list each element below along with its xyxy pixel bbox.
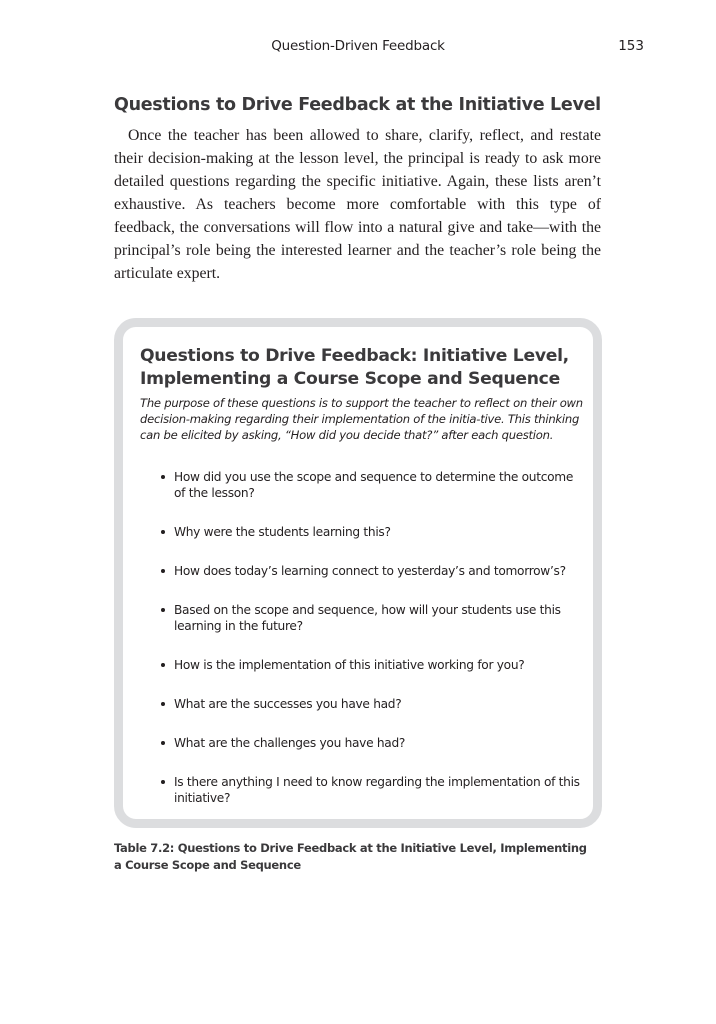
running-header (0, 38, 716, 58)
body-paragraph: Once the teacher has been allowed to share, clarify, reflect, and restate their decision-making at the lesson level, the principal is ready to ask more detailed questions regarding the specific initiative. Again, these lists aren’t exhaustive. As teachers become more comfortable with this type of feedback, the conversations will flow into a natural give and take—with the principal’s role being the interested learner and the teacher’s role being the articulate expert. (114, 127, 601, 282)
bullet-icon (161, 608, 165, 612)
box-title: Questions to Drive Feedback: Initiative Level, Implementing a Course Scope and Sequence (140, 346, 569, 389)
question-text: Why were the students learning this? (174, 525, 391, 539)
box-intro: The purpose of these questions is to support the teacher to reflect on their own decision-making regarding their implementation of the initia-tive. This thinking can be elicited by asking, “How did you decide that?” after each question. (140, 396, 583, 442)
question-item (140, 563, 580, 579)
question-text: Is there anything I need to know regarding the implementation of this initiative? (174, 775, 580, 805)
bullet-icon (161, 569, 165, 573)
question-text: How is the implementation of this initiative working for you? (174, 658, 525, 672)
question-text: What are the successes you have had? (174, 697, 402, 711)
question-list (140, 469, 580, 829)
question-item (140, 602, 580, 634)
running-title: Question-Driven Feedback (271, 38, 445, 54)
question-item (140, 696, 580, 712)
section-heading: Questions to Drive Feedback at the Initiative Level (114, 95, 601, 115)
table-caption: Table 7.2: Questions to Drive Feedback at the Initiative Level, Implementing a Course Scope and Sequence (114, 841, 587, 872)
bullet-icon (161, 663, 165, 667)
question-item (140, 469, 580, 501)
page-number: 153 (618, 38, 644, 54)
question-item (140, 657, 580, 673)
question-text: Based on the scope and sequence, how will your students use this learning in the future? (174, 603, 561, 633)
bullet-icon (161, 741, 165, 745)
question-item (140, 735, 580, 751)
question-text: How did you use the scope and sequence to determine the outcome of the lesson? (174, 470, 574, 500)
question-item (140, 524, 580, 540)
question-box (114, 318, 602, 828)
question-text: How does today’s learning connect to yesterday’s and tomorrow’s? (174, 564, 566, 578)
question-text: What are the challenges you have had? (174, 736, 406, 750)
bullet-icon (161, 475, 165, 479)
bullet-icon (161, 702, 165, 706)
question-item (140, 774, 580, 806)
bullet-icon (161, 530, 165, 534)
bullet-icon (161, 780, 165, 784)
